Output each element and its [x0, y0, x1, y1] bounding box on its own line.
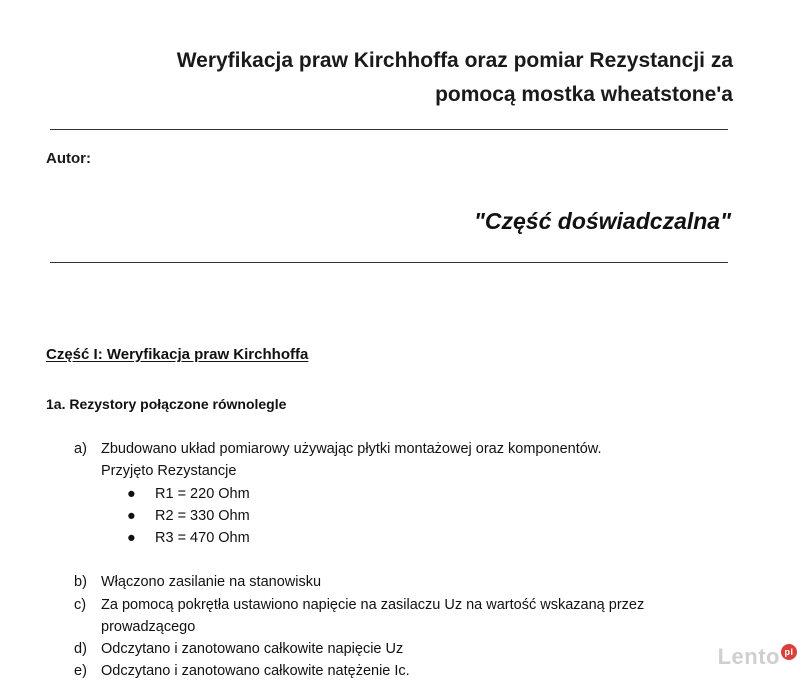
step-letter: c)	[74, 597, 87, 613]
step-text: Włączono zasilanie na stanowisku	[101, 574, 322, 590]
watermark-badge: pl	[781, 644, 797, 660]
step-a	[74, 438, 602, 460]
step-text: Odczytano i zanotowano całkowite napięcie Uz	[101, 641, 404, 657]
watermark-text: Lento	[717, 644, 780, 669]
step-c	[74, 594, 644, 616]
step-c-continuation: prowadzącego	[101, 619, 196, 635]
step-text: Odczytano i zanotowano całkowite natężenie Ic.	[101, 663, 410, 679]
resistor-value: R3 = 470 Ohm	[155, 530, 250, 546]
step-letter: e)	[74, 663, 87, 679]
resistor-value: R2 = 330 Ohm	[155, 508, 250, 524]
watermark	[718, 644, 797, 670]
bullet-icon: ●	[127, 508, 136, 524]
title-divider	[50, 129, 728, 130]
step-a-continuation: Przyjęto Rezystancje	[101, 463, 237, 479]
step-letter: b)	[74, 574, 87, 590]
section-heading: Część I: Weryfikacja praw Kirchhoffa	[46, 346, 309, 363]
step-text: Za pomocą pokrętła ustawiono napięcie na zasilaczu Uz na wartość wskazaną przez	[101, 597, 645, 613]
document-title	[33, 44, 733, 112]
bullet-icon: ●	[127, 530, 136, 546]
resistor-item	[127, 527, 250, 549]
step-letter: d)	[74, 641, 87, 657]
step-b	[74, 571, 321, 593]
author-label: Autor:	[46, 150, 91, 167]
resistor-item	[127, 483, 250, 505]
bullet-icon: ●	[127, 486, 136, 502]
subtitle-divider	[50, 262, 728, 263]
title-line-2: pomocą mostka wheatstone'a	[435, 83, 733, 106]
subsection-heading: 1a. Rezystory połączone równolegle	[46, 396, 287, 412]
step-text: Zbudowano układ pomiarowy używając płytki montażowej oraz komponentów.	[101, 441, 602, 457]
step-letter: a)	[74, 441, 87, 457]
resistor-item	[127, 505, 250, 527]
subtitle: "Część doświadczalna"	[473, 208, 731, 234]
step-d	[74, 638, 403, 660]
resistor-value: R1 = 220 Ohm	[155, 486, 250, 502]
step-e	[74, 660, 410, 682]
title-line-1: Weryfikacja praw Kirchhoffa oraz pomiar Rezystancji za	[176, 49, 733, 72]
